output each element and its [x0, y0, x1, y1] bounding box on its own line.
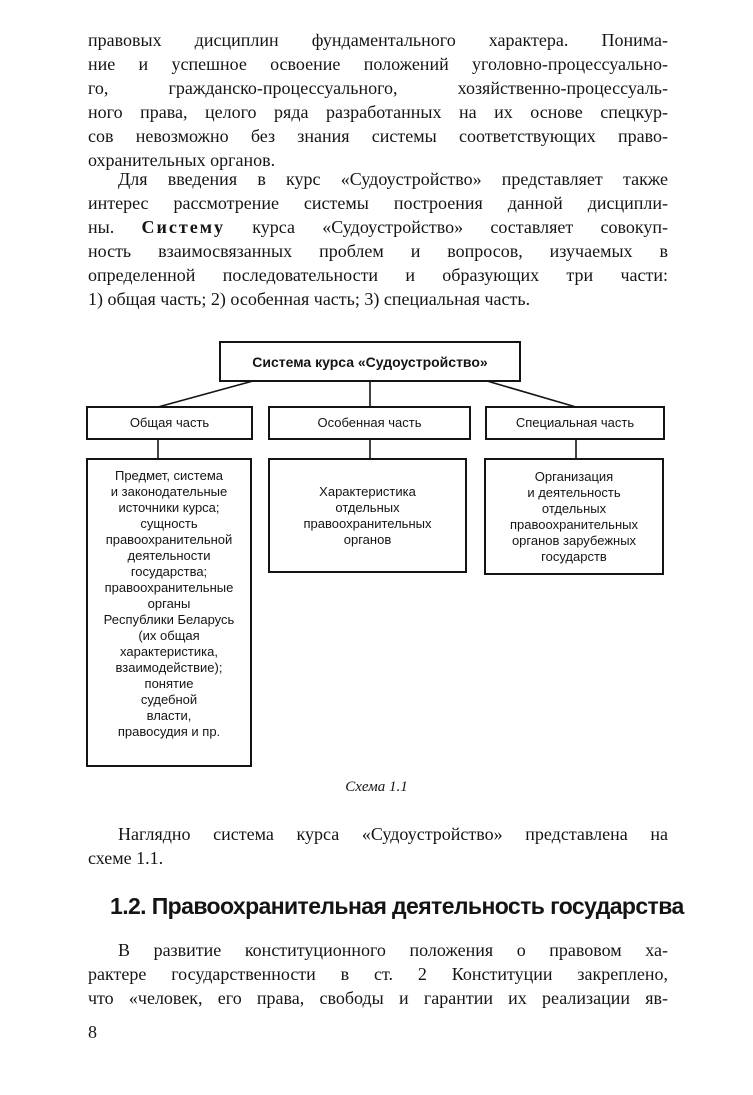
diagram-part-specialized: [485, 406, 665, 440]
diagram-root-label: Система курса «Судоустройство»: [252, 353, 488, 370]
diagram-content-text: Предмет, система и законодательные источники курса; сущность правоохранительной деятельности государства; правоохранительные органы Республики Беларусь (их общая характеристика, взаимодействие); понятие судебной власти, правосудия и пр.: [103, 468, 235, 739]
text-fragment: ны.: [88, 217, 115, 237]
diagram-root-box: [219, 341, 521, 382]
text-line: интерес рассмотрение системы построения данной дисципли-: [88, 193, 668, 213]
text-line: го, гражданско-процессуального, хозяйственно-процессуаль-: [88, 78, 668, 98]
text-line: 1) общая часть; 2) особенная часть; 3) специальная часть.: [88, 289, 531, 309]
text-line: Наглядно система курса «Судоустройство» представлена на: [118, 824, 668, 844]
connector-line: [158, 381, 253, 407]
text-line: определенной последовательности и образующих три части:: [88, 265, 668, 285]
text-line: правовых дисциплин фундаментального характера. Понима-: [88, 30, 668, 50]
text-line: Для введения в курс «Судоустройство» представляет также: [118, 169, 668, 189]
text-line: сов невозможно без знания системы соответствующих право-: [88, 126, 668, 146]
text-line: схеме 1.1.: [88, 848, 164, 868]
diagram-content-specialized: [484, 458, 664, 575]
diagram-part-label: Общая часть: [129, 415, 210, 430]
text-line: рактере государственности в ст. 2 Конституции закреплено,: [88, 964, 668, 984]
text-line: В развитие конституционного положения о правовом ха-: [118, 940, 668, 960]
diagram-part-special: [268, 406, 471, 440]
diagram-part-label: Особенная часть: [317, 415, 422, 430]
diagram-caption: Схема 1.1: [345, 779, 408, 795]
diagram-content-special: [268, 458, 467, 573]
text-line: охранительных органов.: [88, 150, 276, 170]
diagram-part-general: [86, 406, 253, 440]
text-line: ного права, целого ряда разработанных на их основе спецкур-: [88, 102, 668, 122]
emphasized-word: Систему: [141, 217, 225, 237]
connector-line: [487, 381, 576, 407]
section-heading: 1.2. Правоохранительная деятельность государства: [110, 893, 684, 919]
diagram-content-text: Организация и деятельность отдельных правоохранительных органов зарубежных государств: [510, 468, 638, 564]
text-fragment: курса «Судоустройство» составляет совокуп-: [252, 217, 669, 237]
diagram-content-general: [86, 458, 252, 767]
text-line: что «человек, его права, свободы и гарантии их реализации яв-: [88, 988, 668, 1008]
text-line: ность взаимосвязанных проблем и вопросов, изучаемых в: [88, 241, 668, 261]
text-line: ние и успешное освоение положений уголовно-процессуально-: [88, 54, 668, 74]
diagram-part-label: Специальная часть: [515, 415, 635, 430]
paragraph-4: [88, 938, 668, 1010]
diagram-content-text: Характеристика отдельных правоохранительных органов: [303, 483, 432, 547]
paragraph-3: [88, 822, 668, 870]
page-number: 8: [88, 1022, 97, 1042]
